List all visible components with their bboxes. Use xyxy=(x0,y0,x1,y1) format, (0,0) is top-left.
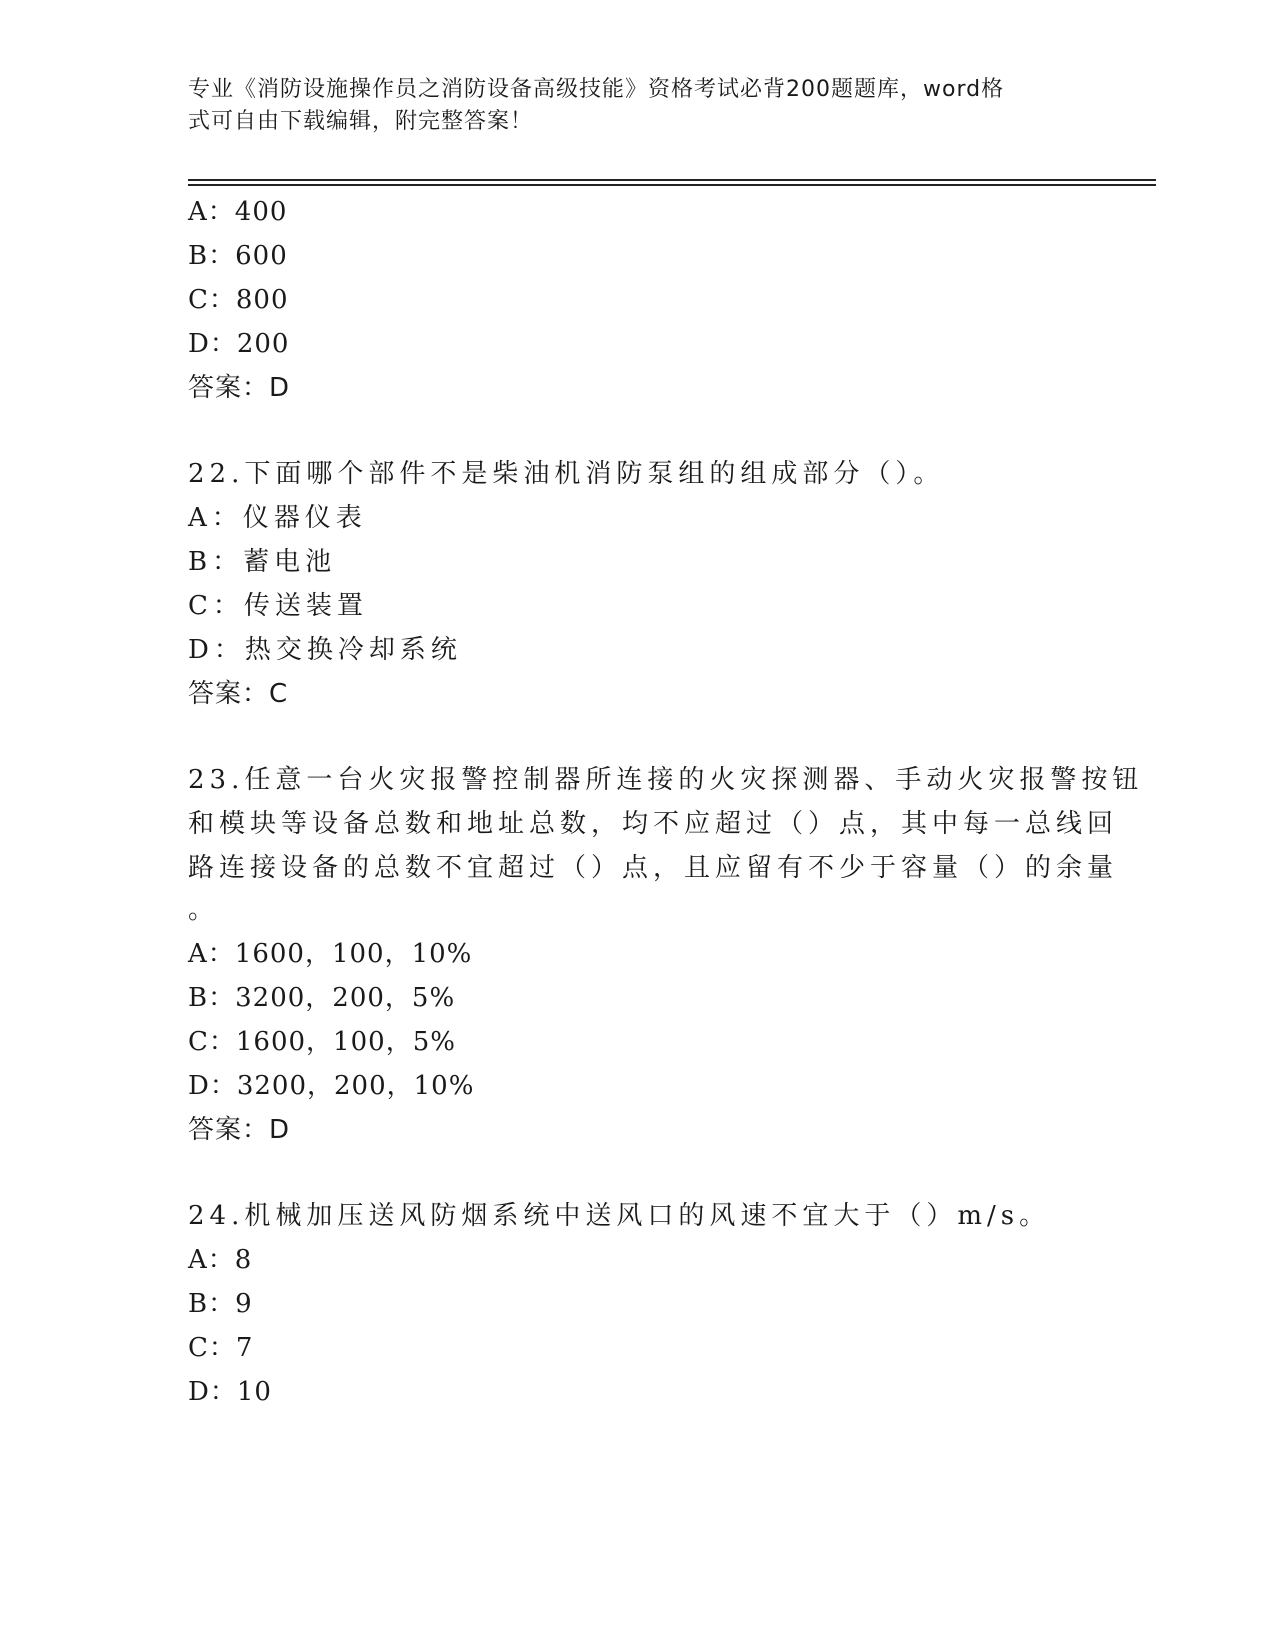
header-line-2: 式可自由下载编辑，附完整答案！ xyxy=(188,109,534,134)
q24-option-d: D：10 xyxy=(188,1377,272,1407)
q22-option-b: B：蓄电池 xyxy=(188,547,337,577)
q21-option-d: D：200 xyxy=(188,329,290,359)
document-header xyxy=(188,74,1068,138)
q24-stem: 24.机械加压送风防烟系统中送风口的风速不宜大于（）m/s。 xyxy=(188,1201,1051,1231)
q21-option-c: C：800 xyxy=(188,285,289,315)
q23-stem-line-4: 。 xyxy=(188,895,220,925)
q21-answer: 答案：D xyxy=(188,373,291,403)
q22-option-d: D：热交换冷却系统 xyxy=(188,635,462,665)
q24-option-a: A：8 xyxy=(188,1245,253,1275)
q22-option-a: A：仪器仪表 xyxy=(188,503,367,533)
header-divider-bottom xyxy=(188,184,1156,186)
header-line-1: 专业《消防设施操作员之消防设备高级技能》资格考试必背200题题库，word格 xyxy=(188,77,1005,102)
q21-option-a: A：400 xyxy=(188,197,288,227)
q23-stem-line-3: 路连接设备的总数不宜超过（）点，且应留有不少于容量（）的余量 xyxy=(188,853,1119,883)
q22-answer: 答案：C xyxy=(188,679,289,709)
q24-option-b: B：9 xyxy=(188,1289,253,1319)
q22-option-c: C：传送装置 xyxy=(188,591,368,621)
q23-stem-line-1: 23.任意一台火灾报警控制器所连接的火灾探测器、手动火灾报警按钮 xyxy=(188,765,1144,795)
q23-option-b: B：3200，200，5% xyxy=(188,983,456,1013)
q24-option-c: C：7 xyxy=(188,1333,254,1363)
header-divider-top xyxy=(188,179,1156,181)
q21-option-b: B：600 xyxy=(188,241,288,271)
q22-stem: 22.下面哪个部件不是柴油机消防泵组的组成部分（）。 xyxy=(188,459,945,489)
q23-option-a: A：1600，100，10% xyxy=(188,939,473,969)
q23-option-d: D：3200，200，10% xyxy=(188,1071,475,1101)
q23-answer: 答案：D xyxy=(188,1115,291,1145)
q23-option-c: C：1600，100，5% xyxy=(188,1027,456,1057)
q23-stem-line-2: 和模块等设备总数和地址总数，均不应超过（）点，其中每一总线回 xyxy=(188,809,1119,839)
